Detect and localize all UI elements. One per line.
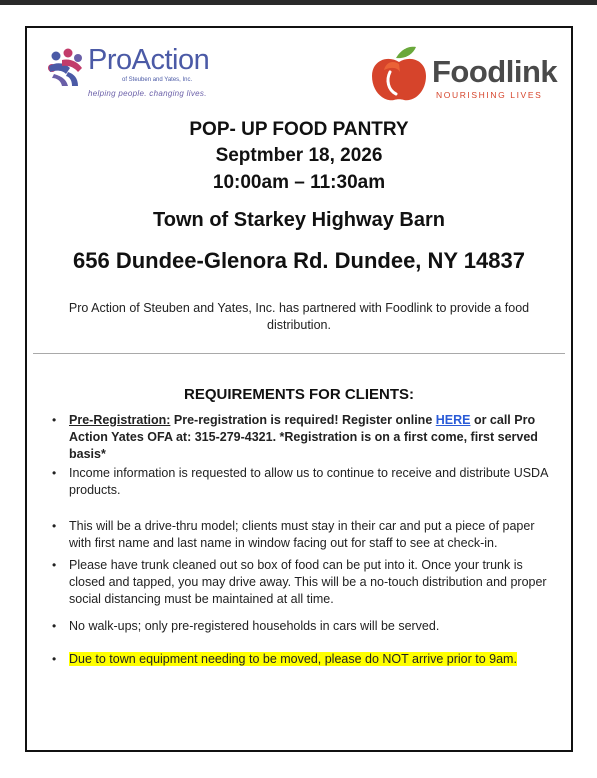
intro-paragraph: Pro Action of Steuben and Yates, Inc. has partnered with Foodlink to provide a food distribution. <box>68 301 530 332</box>
arrival-warning-highlight: Due to town equipment needing to be moved, please do NOT arrive prior to 9am. <box>69 652 517 666</box>
pre-registration-text-a: Pre-registration is required! Register online <box>170 413 436 427</box>
event-time: 10:00am – 11:30am <box>212 172 386 193</box>
income-info-text: Income information is requested to allow us to continue to receive and distribute USDA products. <box>69 466 548 497</box>
drive-thru-text: This will be a drive-thru model; clients must stay in their car and put a piece of paper with first name and last name in window facing out for staff to see at check-in. <box>69 519 535 550</box>
proaction-wordmark: ProAction <box>88 44 210 76</box>
foodlink-logo <box>366 42 572 104</box>
pre-registration-text-b: or call Pro Action Yates OFA at: 315-279-4321. *Registration is on a first come, first served basis* <box>69 413 538 461</box>
bullet-icon: • <box>52 619 57 633</box>
event-venue: Town of Starkey Highway Barn <box>153 209 445 231</box>
bullet-icon: • <box>52 466 57 480</box>
people-group-icon <box>44 48 88 88</box>
bullet-icon: • <box>52 413 57 427</box>
trunk-text: Please have trunk cleaned out so box of food can be put into it. Once your trunk is closed and tapped, you may drive away. This will be a no-touch distribution and proper social distancing must be maintained at all time. <box>69 558 547 606</box>
pre-registration-label: Pre-Registration: <box>69 413 171 427</box>
proaction-tagline: helping people. changing lives. <box>88 89 207 98</box>
bullet-icon: • <box>52 519 57 533</box>
top-bar <box>0 0 597 5</box>
foodlink-tagline: NOURISHING LIVES <box>436 90 543 100</box>
section-divider <box>33 353 565 354</box>
arrival-warning-text <box>69 651 559 668</box>
foodlink-wordmark: Foodlink <box>432 54 558 89</box>
pre-registration-text <box>69 412 559 463</box>
no-walkups-text: No walk-ups; only pre-registered households in cars will be served. <box>69 619 440 633</box>
apple-icon <box>366 42 432 104</box>
requirements-heading: REQUIREMENTS FOR CLIENTS: <box>183 386 414 403</box>
event-date: Septmber 18, 2026 <box>215 145 383 166</box>
bullet-icon: • <box>52 558 57 572</box>
register-here-link[interactable]: HERE <box>435 413 471 427</box>
event-address: 656 Dundee-Glenora Rd. Dundee, NY 14837 <box>73 248 525 273</box>
event-title: POP- UP FOOD PANTRY <box>189 119 409 140</box>
proaction-subtitle: of Steuben and Yates, Inc. <box>122 77 193 83</box>
proaction-logo <box>44 44 234 104</box>
bullet-icon: • <box>52 652 57 666</box>
